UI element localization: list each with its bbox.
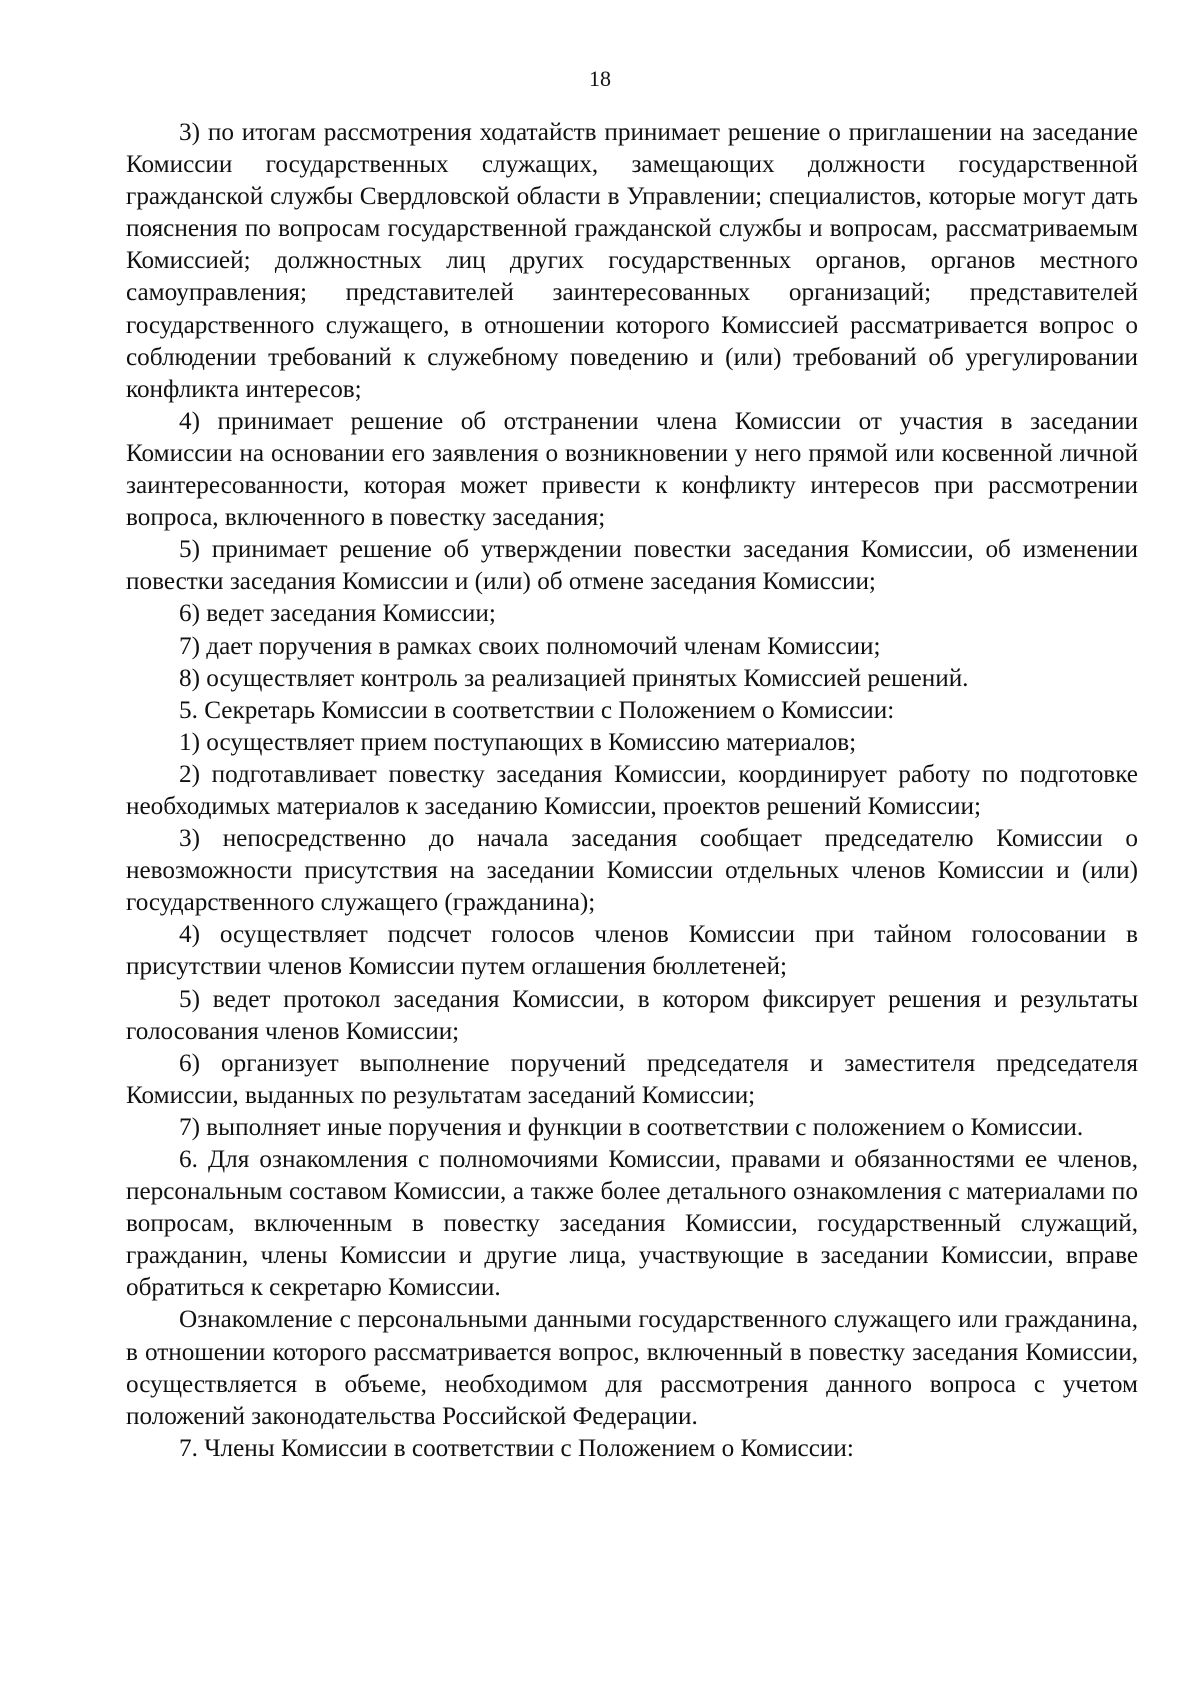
secretary-item-6: 6) организует выполнение поручений председателя и заместителя председателя Комиссии, выданных по результатам заседаний Комиссии; [126, 1049, 1138, 1109]
paragraph-8-control: 8) осуществляет контроль за реализацией принятых Комиссией решений. [179, 664, 969, 692]
document-body [126, 117, 1138, 1465]
secretary-item-7: 7) выполняет иные поручения и функции в соответствии с положением о Комиссии. [179, 1113, 1084, 1141]
personal-data-paragraph: Ознакомление с персональными данными государственного служащего или гражданина, в отношении которого рассматривается вопрос, включенный в повестку заседания Комиссии, осуществляется в объеме, необходимом для рассмотрения данного вопроса с учетом положений законодательства Российской Федерации. [126, 1306, 1138, 1430]
secretary-item-1: 1) осуществляет прием поступающих в Комиссию материалов; [179, 728, 857, 756]
secretary-item-2: 2) подготавливает повестку заседания Комиссии, координирует работу по подготовке необходимых материалов к заседанию Комиссии, проектов решений Комиссии; [126, 760, 1138, 820]
secretary-item-3: 3) непосредственно до начала заседания сообщает председателю Комиссии о невозможности присутствия на заседании Комиссии отдельных членов Комиссии и (или) государственного служащего (гражданина); [126, 825, 1138, 917]
paragraph-5-agenda: 5) принимает решение об утверждении повестки заседания Комиссии, об изменении повестки заседания Комиссии и (или) об отмене заседания Комиссии; [126, 536, 1138, 596]
section-7-members: 7. Члены Комиссии в соответствии с Положением о Комиссии: [179, 1434, 854, 1462]
paragraph-4-removal: 4) принимает решение об отстранении члена Комиссии от участия в заседании Комиссии на основании его заявления о возникновении у него прямой или косвенной личной заинтересованности, которая может привести к конфликту интересов при рассмотрении вопроса, включенного в повестку заседания; [126, 407, 1138, 532]
paragraph-6-chairing: 6) ведет заседания Комиссии; [179, 600, 496, 628]
secretary-item-5: 5) ведет протокол заседания Комиссии, в котором фиксирует решения и результаты голосования членов Комиссии; [126, 985, 1138, 1045]
section-5-secretary: 5. Секретарь Комиссии в соответствии с Положением о Комиссии: [179, 696, 895, 724]
secretary-item-4: 4) осуществляет подсчет голосов членов Комиссии при тайном голосовании в присутствии членов Комиссии путем оглашения бюллетеней; [126, 921, 1138, 981]
page-number: 18 [589, 66, 611, 91]
paragraph-3-invitation: 3) по итогам рассмотрения ходатайств принимает решение о приглашении на заседание Комиссии государственных служащих, замещающих должности государственной гражданской службы Свердловской области в Управлении; специалистов, которые могут дать пояснения по вопросам государственной гражданской службы и вопросам, рассматриваемым Комиссией; должностных лиц других государственных органов, органов местного самоуправления; представителей заинтересованных организаций; представителей государственного служащего, в отношении которого Комиссией рассматривается вопрос о соблюдении требований к служебному поведению и (или) требований об урегулировании конфликта интересов; [126, 119, 1138, 403]
paragraph-7-instructions: 7) дает поручения в рамках своих полномочий членам Комиссии; [179, 632, 881, 660]
section-6-familiarization: 6. Для ознакомления с полномочиями Комиссии, правами и обязанностями ее членов, персональным составом Комиссии, а также более детального ознакомления с материалами по вопросам, включенным в повестку заседания Комиссии, государственный служащий, гражданин, члены Комиссии и другие лица, участвующие в заседании Комиссии, вправе обратиться к секретарю Комиссии. [126, 1146, 1138, 1302]
